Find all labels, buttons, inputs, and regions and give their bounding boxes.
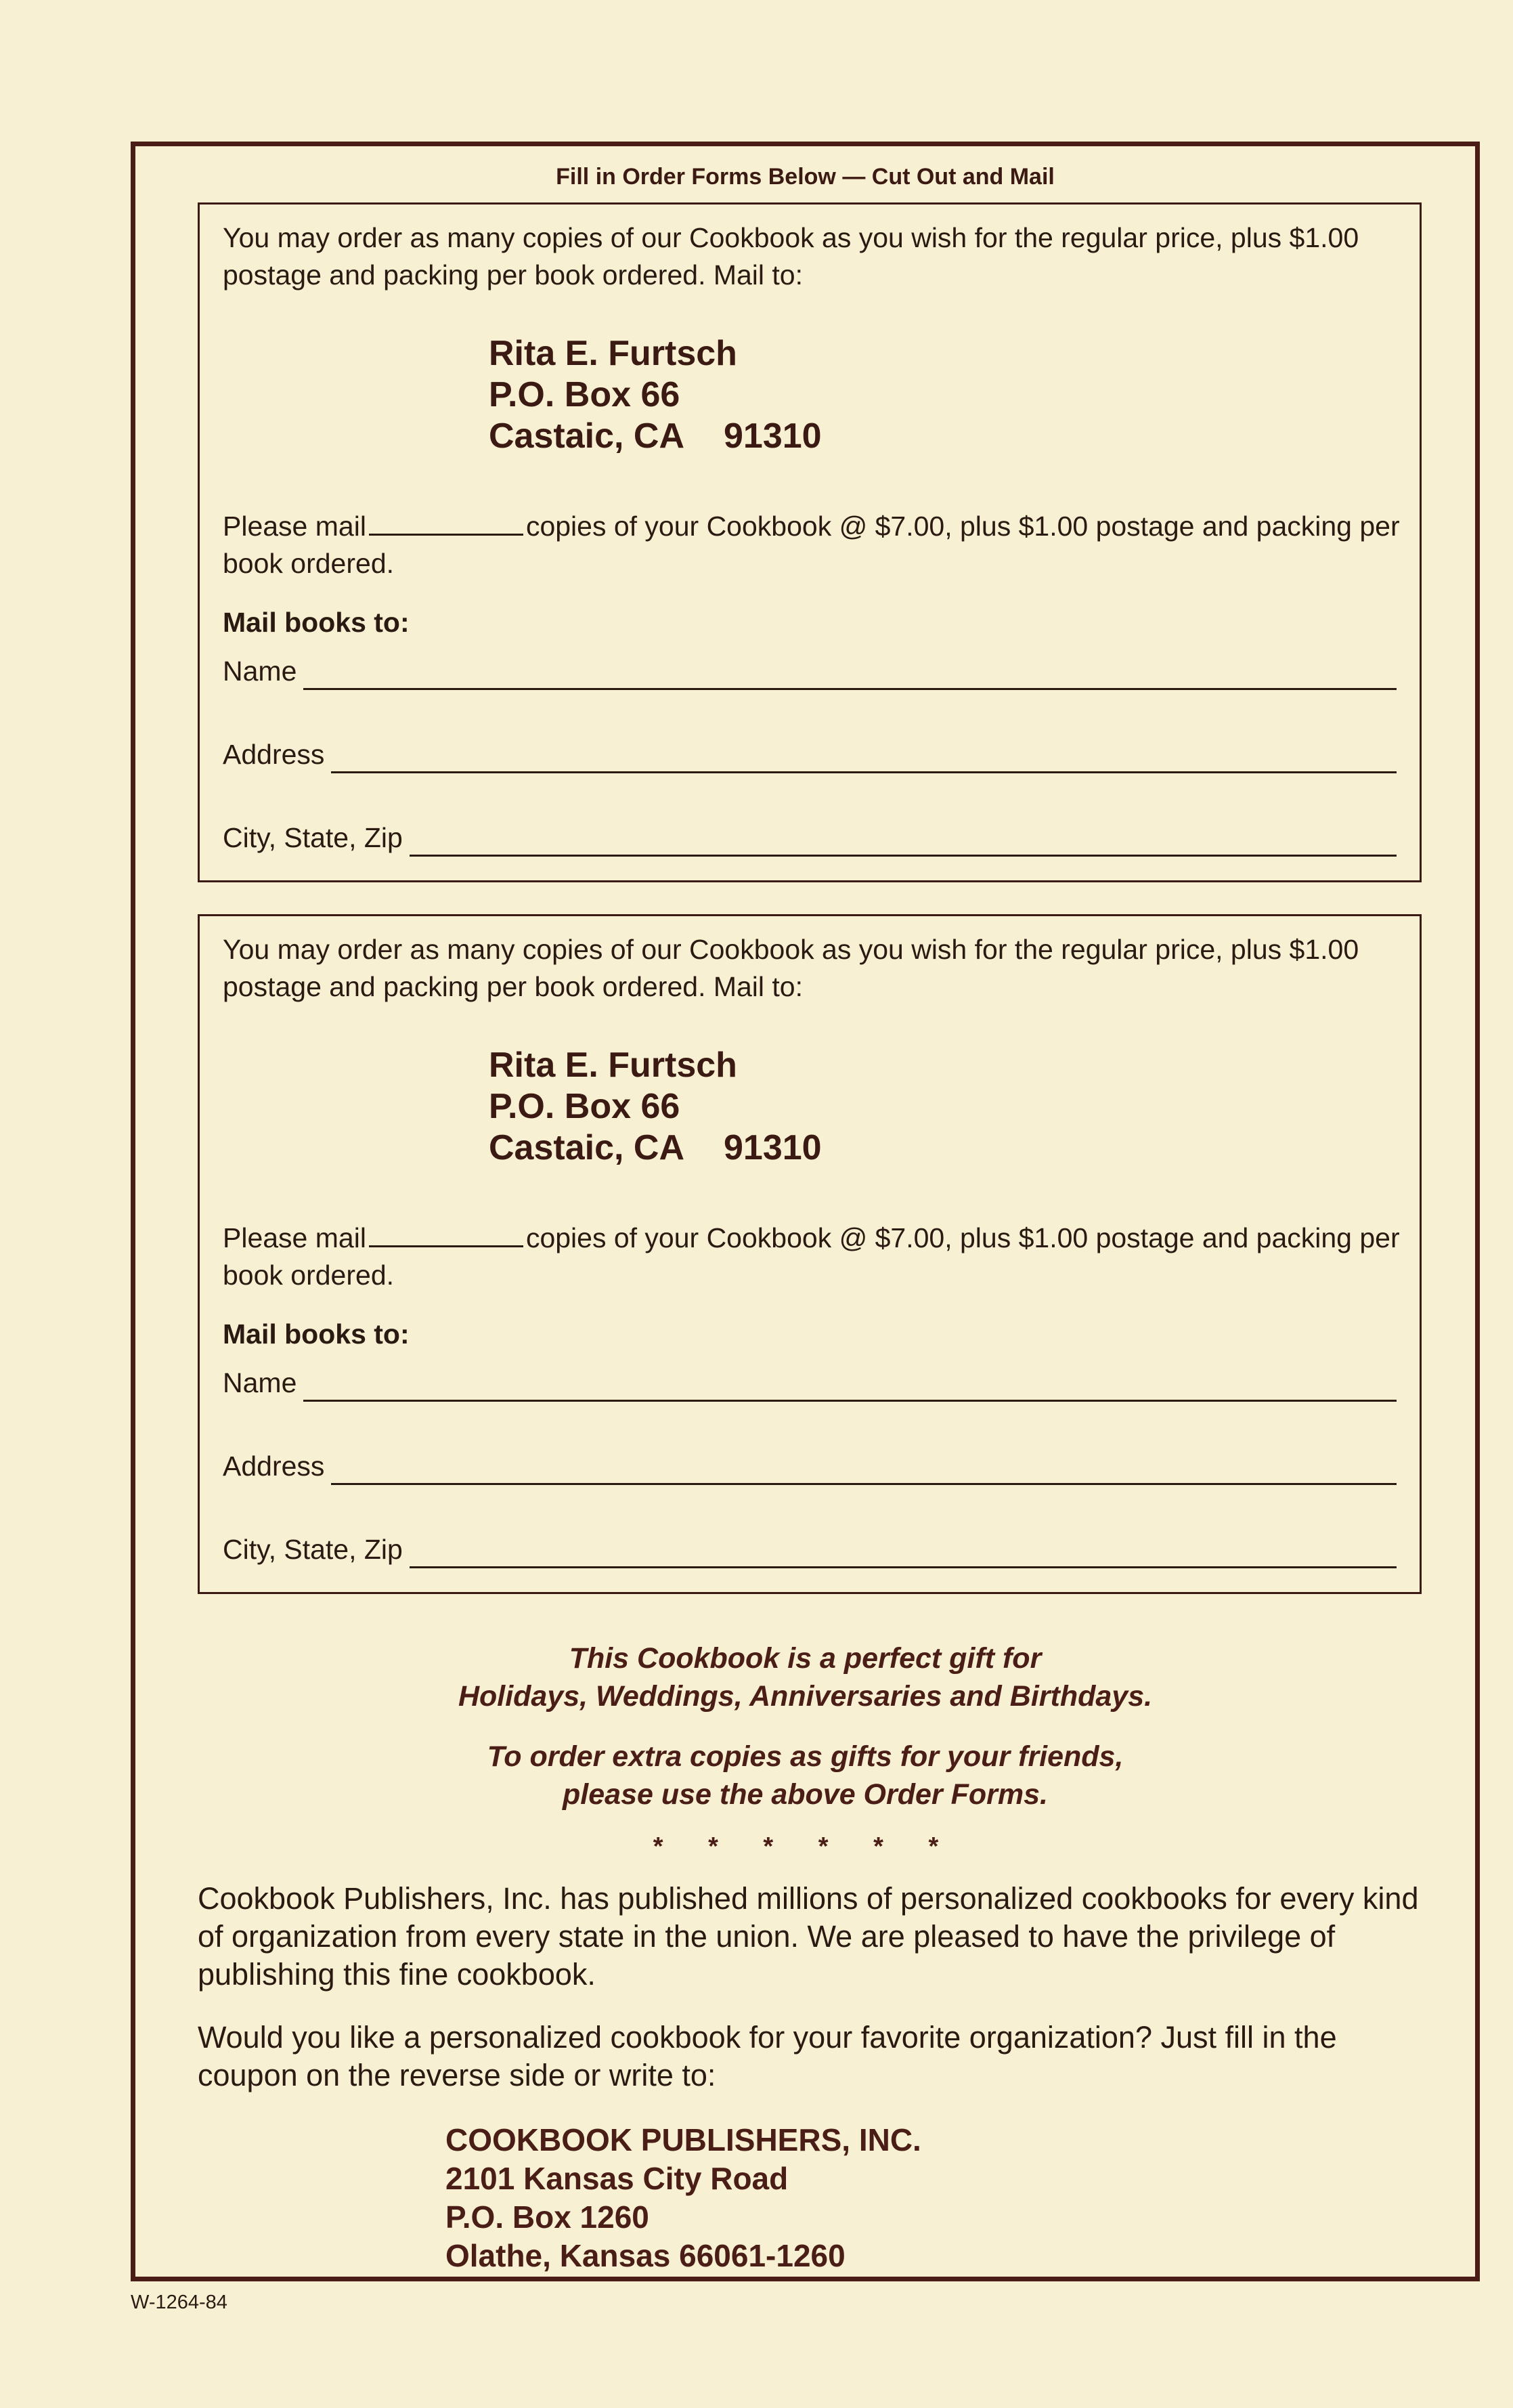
publisher-box: P.O. Box 1260 bbox=[445, 2199, 649, 2235]
mail-books-to-label: Mail books to: bbox=[223, 1318, 410, 1350]
city-state-zip-row bbox=[223, 819, 1397, 857]
copies-quantity-field[interactable] bbox=[369, 509, 523, 536]
address-field[interactable] bbox=[331, 1453, 1397, 1485]
order-form-1 bbox=[198, 202, 1422, 882]
address-label: Address bbox=[223, 739, 325, 770]
address-row bbox=[223, 1448, 1397, 1485]
order-page-border bbox=[131, 142, 1480, 2281]
please-mail-label: Please mail bbox=[223, 511, 366, 542]
mail-to-address bbox=[489, 333, 822, 457]
publisher-street: 2101 Kansas City Road bbox=[445, 2161, 789, 2196]
name-label: Name bbox=[223, 1367, 297, 1398]
gift-tagline bbox=[135, 1639, 1475, 1715]
page-header: Fill in Order Forms Below — Cut Out and Mail bbox=[556, 164, 1055, 190]
address-box: P.O. Box 66 bbox=[489, 1087, 680, 1126]
publisher-paragraph: Cookbook Publishers, Inc. has published millions of personalized cookbooks for every kind of organization from every state in the union. We are pleased to have the privilege of publishing this fine cookbook. bbox=[198, 1881, 1419, 1992]
order-intro: You may order as many copies of our Cookbook as you wish for the regular price, plus $1.00 postage and packing per book ordered. Mail to: bbox=[223, 222, 1359, 291]
mail-books-to-label: Mail books to: bbox=[223, 607, 410, 638]
gift-line-1: This Cookbook is a perfect gift for bbox=[569, 1642, 1042, 1675]
city-state-zip-row bbox=[223, 1531, 1397, 1568]
name-field[interactable] bbox=[303, 1370, 1397, 1402]
name-row bbox=[223, 1364, 1397, 1402]
gift-line-4: please use the above Order Forms. bbox=[563, 1778, 1048, 1811]
address-box: P.O. Box 66 bbox=[489, 375, 680, 414]
please-mail-label: Please mail bbox=[223, 1222, 366, 1253]
name-row bbox=[223, 653, 1397, 690]
address-city-line bbox=[489, 1127, 822, 1169]
address-city: Castaic, CA bbox=[489, 416, 684, 456]
order-extra-tagline bbox=[135, 1738, 1475, 1813]
name-label: Name bbox=[223, 655, 297, 687]
please-mail-line bbox=[223, 1220, 1407, 1294]
order-form-2 bbox=[198, 914, 1422, 1594]
city-state-zip-field[interactable] bbox=[410, 825, 1397, 857]
gift-line-2: Holidays, Weddings, Anniversaries and Birthdays. bbox=[458, 1680, 1153, 1713]
gift-line-3: To order extra copies as gifts for your friends, bbox=[487, 1740, 1124, 1773]
personalized-paragraph: Would you like a personalized cookbook for your favorite organization? Just fill in the coupon on the reverse side or write to: bbox=[198, 2020, 1337, 2092]
address-city: Castaic, CA bbox=[489, 1128, 684, 1167]
publisher-name: COOKBOOK PUBLISHERS, INC. bbox=[445, 2122, 921, 2157]
address-label: Address bbox=[223, 1450, 325, 1482]
name-field[interactable] bbox=[303, 658, 1397, 690]
city-state-zip-label: City, State, Zip bbox=[223, 822, 403, 853]
publisher-address bbox=[445, 2121, 921, 2275]
address-row bbox=[223, 736, 1397, 773]
address-zip: 91310 bbox=[724, 416, 822, 456]
address-name: Rita E. Furtsch bbox=[489, 1046, 737, 1085]
order-intro: You may order as many copies of our Cookbook as you wish for the regular price, plus $1.00 postage and packing per book ordered. Mail to: bbox=[223, 934, 1359, 1002]
form-code: W-1264-84 bbox=[131, 2292, 227, 2313]
mail-to-address bbox=[489, 1045, 822, 1169]
city-state-zip-field[interactable] bbox=[410, 1536, 1397, 1568]
please-mail-suffix: copies of your Cookbook @ $7.00, plus $1.00 postage and packing per book ordered. bbox=[223, 1222, 1400, 1291]
address-city-line bbox=[489, 416, 822, 457]
address-field[interactable] bbox=[331, 741, 1397, 773]
please-mail-suffix: copies of your Cookbook @ $7.00, plus $1.00 postage and packing per book ordered. bbox=[223, 511, 1400, 579]
please-mail-line bbox=[223, 508, 1407, 582]
city-state-zip-label: City, State, Zip bbox=[223, 1534, 403, 1565]
copies-quantity-field[interactable] bbox=[369, 1221, 523, 1247]
address-zip: 91310 bbox=[724, 1128, 822, 1167]
address-name: Rita E. Furtsch bbox=[489, 334, 737, 373]
publisher-city: Olathe, Kansas 66061-1260 bbox=[445, 2238, 846, 2273]
star-divider: * * * * * * bbox=[653, 1832, 958, 1861]
